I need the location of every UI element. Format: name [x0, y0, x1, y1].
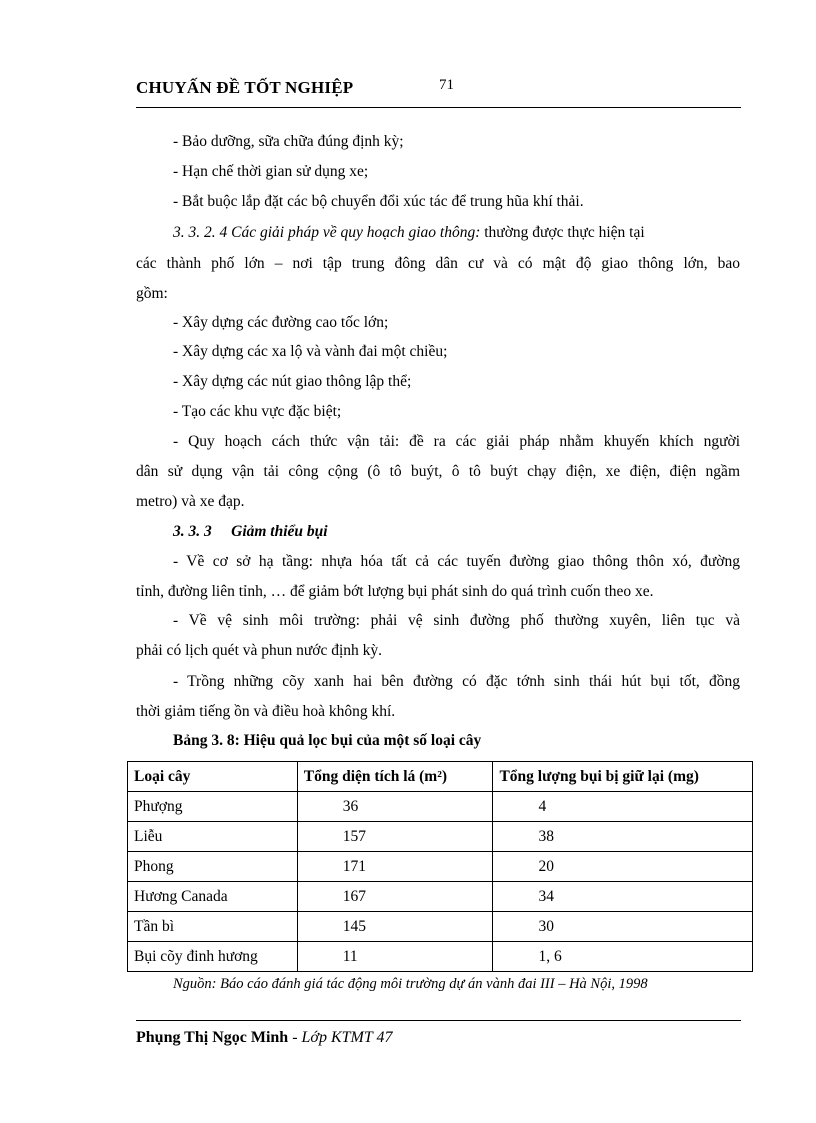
table-row [128, 882, 753, 912]
col-header-dust-retained: Tổng lượng bụi bị giữ lại (mg) [493, 762, 753, 792]
para-transport-line3: metro) và xe đạp. [136, 493, 245, 510]
para-sanitation-line1: - Về vệ sinh môi trường: phải vệ sinh đường phố thường xuyên, liên tục và [173, 612, 740, 629]
bullet-maintenance: - Bảo dưỡng, sữa chữa đúng định kỳ; [173, 133, 404, 150]
bullet-interchanges: - Xây dựng các nút giao thông lập thể; [173, 373, 412, 390]
page-footer [136, 1029, 392, 1047]
para-infra-line1: - Về cơ sở hạ tầng: nhựa hóa tất cả các tuyến đường giao thông thôn xó, đường [173, 553, 740, 570]
table-row [128, 942, 753, 972]
footer-separator: - [288, 1029, 302, 1046]
col-header-leaf-area: Tổng diện tích lá (m²) [297, 762, 493, 792]
cell-tree-type: Liễu [128, 822, 298, 852]
section-3324-text1: thường được thực hiện tại [480, 224, 645, 241]
cell-tree-type: Phượng [128, 792, 298, 822]
page-number: 71 [439, 77, 454, 93]
table-row [128, 792, 753, 822]
para-trees-line2: thời giảm tiếng ồn và điều hoà không khí. [136, 703, 396, 720]
table-row [128, 822, 753, 852]
table-row [128, 852, 753, 882]
cell-dust-retained: 30 [493, 912, 753, 942]
cell-dust-retained: 1, 6 [493, 942, 753, 972]
cell-tree-type: Tần bì [128, 912, 298, 942]
cell-tree-type: Phong [128, 852, 298, 882]
cell-leaf-area: 145 [297, 912, 493, 942]
para-transport-line1: - Quy hoạch cách thức vận tải: đề ra các giải pháp nhằm khuyến khích người [173, 433, 740, 450]
section-333-heading: 3. 3. 3 Giảm thiểu bụi [173, 523, 328, 540]
table-caption: Bảng 3. 8: Hiệu quả lọc bụi của một số loại cây [173, 732, 482, 749]
document-title: CHUYẤN ĐỀ TỐT NGHIỆP [136, 78, 354, 97]
class-label: Lớp KTMT 47 [301, 1029, 393, 1046]
section-3324-heading: 3. 3. 2. 4 Các giải pháp về quy hoạch giao thông: [173, 224, 481, 241]
cell-leaf-area: 157 [297, 822, 493, 852]
section-3324-line1 [173, 223, 645, 243]
page-header [136, 76, 741, 108]
cell-dust-retained: 20 [493, 852, 753, 882]
footer-divider [136, 1020, 741, 1021]
section-3324-line3: gồm: [136, 285, 168, 302]
cell-leaf-area: 167 [297, 882, 493, 912]
cell-dust-retained: 38 [493, 822, 753, 852]
bullet-limit-usage: - Hạn chế thời gian sử dụng xe; [173, 163, 369, 180]
cell-leaf-area: 171 [297, 852, 493, 882]
table-header-row [128, 762, 753, 792]
bullet-ring-roads: - Xây dựng các xa lộ và vành đai một chiều; [173, 343, 448, 360]
table-row [128, 912, 753, 942]
cell-leaf-area: 36 [297, 792, 493, 822]
para-trees-line1: - Trồng những cõy xanh hai bên đường có đặc tớnh sinh thái hút bụi tốt, đồng [173, 673, 740, 690]
section-3324-line2: các thành phố lớn – nơi tập trung đông dân cư và có mật độ giao thông lớn, bao [136, 255, 740, 272]
table-source: Nguồn: Báo cáo đánh giá tác động môi trường dự án vành đai III – Hà Nội, 1998 [173, 976, 648, 992]
col-header-tree-type: Loại cây [128, 762, 298, 792]
para-transport-line2: dân sử dụng vận tải công cộng (ô tô buýt, ô tô buýt chạy điện, xe điện, điện ngầm [136, 463, 740, 480]
cell-tree-type: Bụi cõy đinh hương [128, 942, 298, 972]
para-infra-line2: tỉnh, đường liên tỉnh, … để giảm bớt lượng bụi phát sinh do quá trình cuốn theo xe. [136, 583, 654, 600]
cell-tree-type: Hương Canada [128, 882, 298, 912]
dust-filtering-table [127, 761, 753, 972]
cell-leaf-area: 11 [297, 942, 493, 972]
header-divider [136, 107, 741, 108]
cell-dust-retained: 34 [493, 882, 753, 912]
para-sanitation-line2: phải có lịch quét và phun nước định kỳ. [136, 642, 383, 659]
cell-dust-retained: 4 [493, 792, 753, 822]
bullet-highways: - Xây dựng các đường cao tốc lớn; [173, 314, 389, 331]
bullet-catalytic: - Bắt buộc lắp đặt các bộ chuyển đổi xúc tác để trung hũa khí thải. [173, 193, 584, 210]
author-name: Phụng Thị Ngọc Minh [136, 1029, 289, 1046]
bullet-special-zones: - Tạo các khu vực đặc biệt; [173, 403, 342, 420]
